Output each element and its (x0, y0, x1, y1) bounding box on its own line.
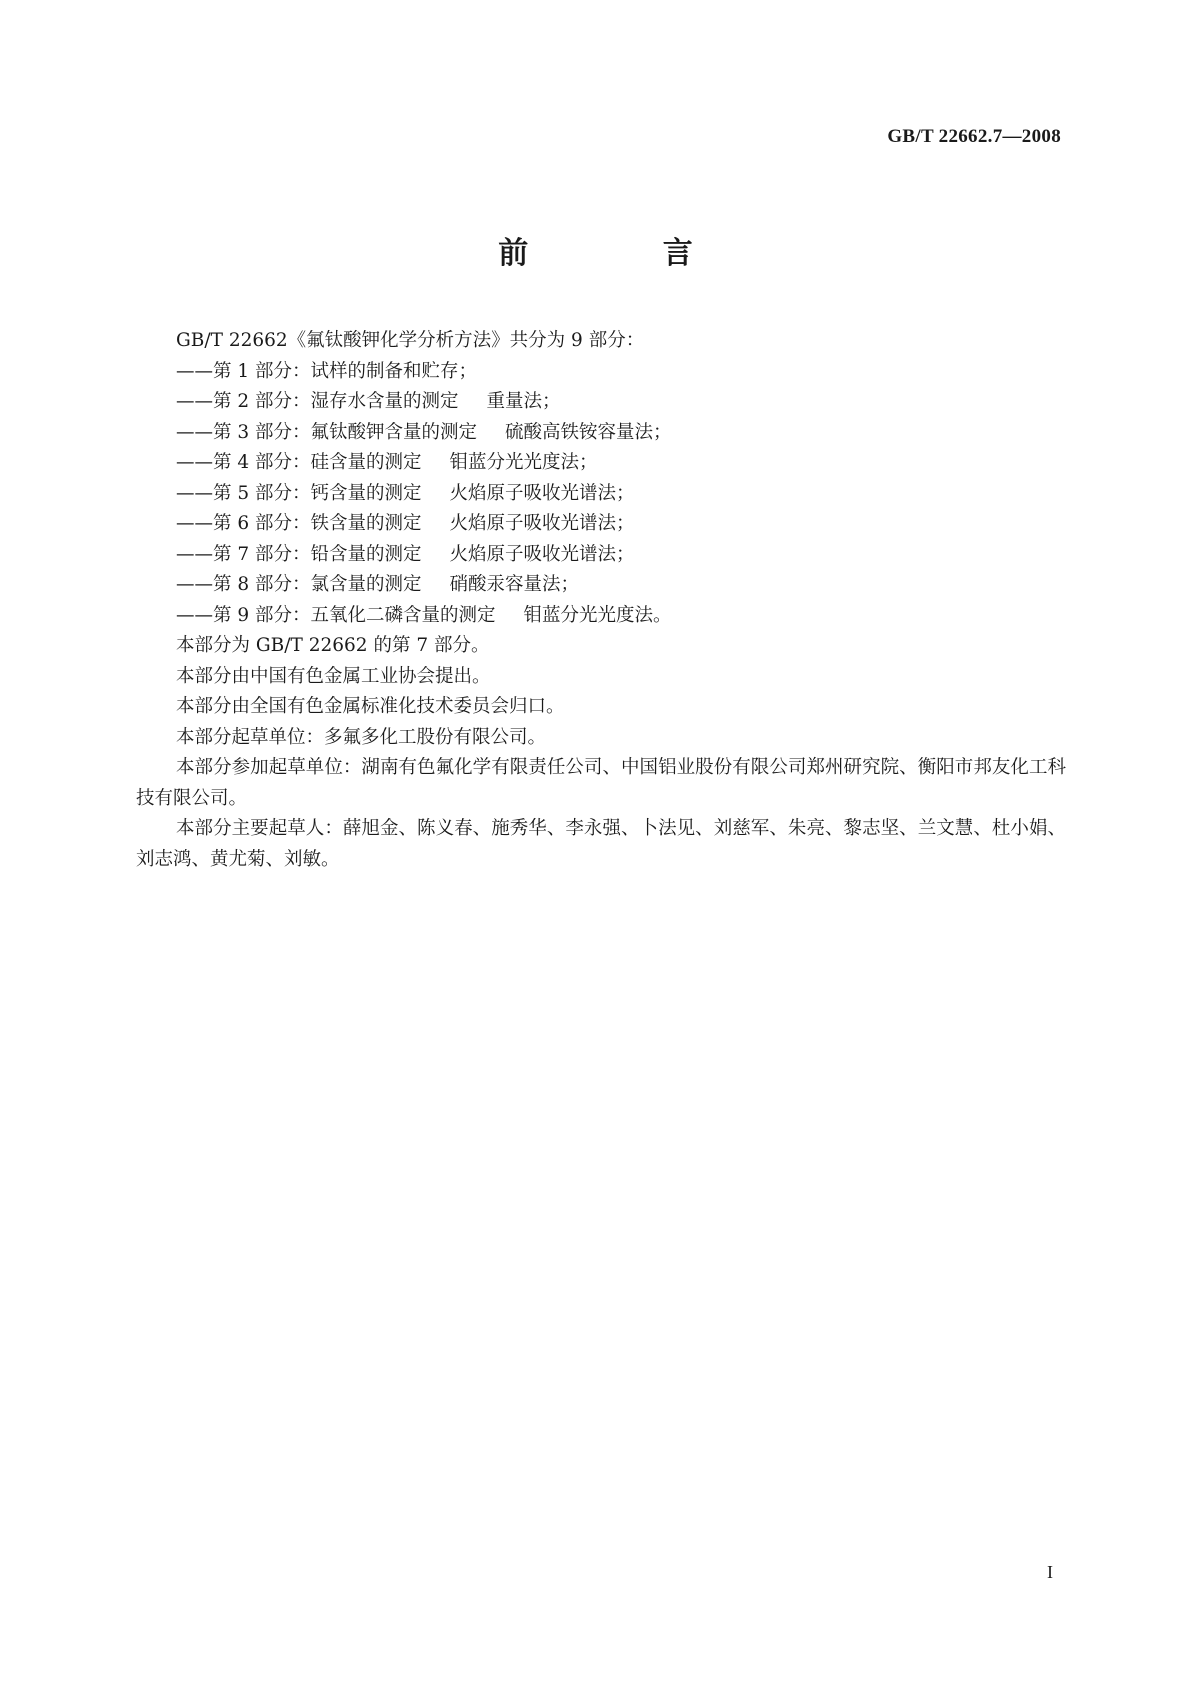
part-label: ——第 5 部分：钙含量的测定 (176, 482, 422, 504)
page-number: I (1047, 1562, 1053, 1582)
part-method: 硫酸高铁铵容量法； (505, 421, 672, 443)
page-title: 前 言 (498, 236, 755, 271)
part-label: ——第 4 部分：硅含量的测定 (176, 452, 422, 473)
paragraph-part-number: 本部分为 GB/T 22662 的第 7 部分。 (176, 635, 490, 656)
part-label: ——第 9 部分：五氧化二磷含量的测定 (176, 604, 496, 626)
part-method: 火焰原子吸收光谱法； (449, 543, 635, 565)
paragraph-committee: 本部分由全国有色金属标准化技术委员会归口。 (176, 696, 565, 717)
list-item (136, 418, 1066, 449)
standard-code: GB/T 22662.7—2008 (887, 126, 1061, 147)
paragraph-drafters: 本部分主要起草人：薛旭金、陈义春、施秀华、李永强、卜法见、刘慈军、朱亮、黎志坚、兰文慧、杜小娟、刘志鸿、黄尤菊、刘敏。 (136, 818, 1066, 870)
part-method: 重量法； (486, 391, 561, 412)
paragraph-drafting-unit: 本部分起草单位：多氟多化工股份有限公司。 (176, 726, 547, 748)
list-item (136, 601, 1066, 632)
part-label: ——第 3 部分：氟钛酸钾含量的测定 (176, 421, 478, 443)
part-method: 钼蓝分光光度法。 (523, 604, 672, 626)
list-item (136, 357, 1066, 388)
part-label: ——第 1 部分：试样的制备和贮存； (176, 360, 478, 382)
part-label: ——第 8 部分：氯含量的测定 (176, 574, 422, 595)
parts-list (136, 357, 1066, 632)
list-item (136, 448, 1066, 479)
part-method: 火焰原子吸收光谱法； (449, 513, 635, 534)
part-label: ——第 2 部分：湿存水含量的测定 (176, 391, 459, 412)
list-item (136, 509, 1066, 540)
intro-line: GB/T 22662《氟钛酸钾化学分析方法》共分为 9 部分： (176, 330, 645, 351)
part-method: 钼蓝分光光度法； (449, 452, 598, 473)
paragraph-proposer: 本部分由中国有色金属工业协会提出。 (176, 665, 491, 687)
paragraph-participating-units: 本部分参加起草单位：湖南有色氟化学有限责任公司、中国铝业股份有限公司郑州研究院、衡阳市邦友化工科技有限公司。 (136, 757, 1066, 809)
part-label: ——第 6 部分：铁含量的测定 (176, 513, 422, 534)
part-method: 火焰原子吸收光谱法； (449, 482, 635, 504)
list-item (136, 387, 1066, 418)
list-item (136, 570, 1066, 601)
part-method: 硝酸汞容量法； (449, 574, 580, 595)
list-item (136, 479, 1066, 510)
list-item (136, 540, 1066, 571)
document-body (136, 326, 1066, 875)
part-label: ——第 7 部分：铅含量的测定 (176, 543, 422, 565)
